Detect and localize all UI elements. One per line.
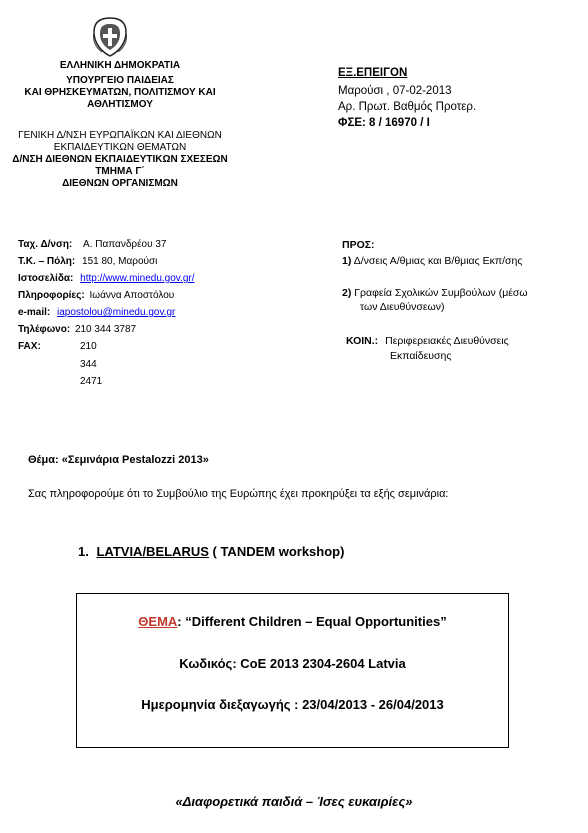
directorate-line-1: Δ/ΝΣΗ ΔΙΕΘΝΩΝ ΕΚΠΑΙΔΕΥΤΙΚΩΝ ΣΧΕΣΕΩΝ bbox=[12, 154, 228, 165]
postcode-value: 151 80, Μαρούσι bbox=[82, 256, 158, 267]
seminar-greek-title: «Διαφορετικά παιδιά – Ίσες ευκαιρίες» bbox=[175, 794, 413, 809]
contact-postcode bbox=[18, 253, 157, 271]
theme-value: : “Different Children – Equal Opportunities” bbox=[177, 614, 447, 629]
general-directorate-line-2: ΕΚΠΑΙΔΕΥΤΙΚΩΝ ΘΕΜΑΤΩΝ bbox=[53, 142, 187, 153]
info-value: Ιωάννα Αποστόλου bbox=[89, 290, 175, 301]
contact-website bbox=[18, 270, 194, 288]
general-directorate-line-1: ΓΕΝΙΚΗ Δ/ΝΣΗ ΕΥΡΩΠΑΪΚΩΝ ΚΑΙ ΔΙΕΘΝΩΝ bbox=[18, 130, 222, 141]
country-title: ΕΛΛΗΝΙΚΗ ΔΗΜΟΚΡΑΤΙΑ bbox=[59, 60, 181, 71]
item-number: 1. bbox=[78, 544, 89, 559]
email-link[interactable]: iapostolou@minedu.gov.gr bbox=[57, 307, 176, 318]
fse-line: ΦΣΕ: 8 / 16970 / Ι bbox=[338, 117, 430, 129]
contact-phone bbox=[18, 321, 136, 339]
fax-value: 210 344 2471 bbox=[80, 341, 103, 387]
item-suffix: ( TANDEM workshop) bbox=[208, 544, 345, 559]
subject-line: Θέμα: «Σεμινάρια Pestalozzi 2013» bbox=[28, 454, 209, 466]
address-label: Ταχ. Δ/νση: bbox=[18, 239, 73, 250]
phone-label: Τηλέφωνο: bbox=[18, 324, 71, 335]
recipient-item-1 bbox=[342, 254, 522, 268]
seminar-code: Κωδικός: CoE 2013 2304-2604 Latvia bbox=[179, 656, 406, 671]
recipient-1-text: Δ/νσεις Α/θμιας και Β/θμιας Εκπ/σης bbox=[353, 255, 523, 267]
website-link[interactable]: http://www.minedu.gov.gr/ bbox=[80, 273, 195, 284]
place-date: Μαρούσι , 07-02-2013 bbox=[338, 85, 452, 97]
cc-text: Περιφερειακές Διευθύνσεις bbox=[385, 335, 509, 347]
email-label: e-mail: bbox=[18, 307, 51, 318]
contact-fax bbox=[18, 338, 103, 387]
directorate-line-3: ΔΙΕΘΝΩΝ ΟΡΓΑΝΙΣΜΩΝ bbox=[62, 178, 178, 189]
postcode-label: Τ.Κ. – Πόλη: bbox=[18, 256, 76, 267]
seminar-item-heading bbox=[78, 544, 344, 559]
info-label: Πληροφορίες: bbox=[18, 290, 85, 301]
ministry-line-1: ΥΠΟΥΡΓΕΙΟ ΠΑΙΔΕΙΑΣ bbox=[66, 75, 174, 86]
seminar-dates: Ημερομηνία διεξαγωγής : 23/04/2013 - 26/04/2013 bbox=[141, 697, 444, 712]
theme-label: ΘΕΜΑ bbox=[138, 614, 178, 629]
contact-email bbox=[18, 304, 175, 322]
recipient-2-text-cont: των Διευθύνσεων) bbox=[360, 301, 445, 313]
recipient-2-text: Γραφεία Σχολικών Συμβούλων (μέσω bbox=[354, 287, 528, 299]
fax-label: FAX: bbox=[18, 341, 41, 352]
urgency-label: ΕΞ.ΕΠΕΙΓΟΝ bbox=[338, 67, 408, 79]
recipient-item-2 bbox=[342, 286, 528, 300]
ministry-line-2: ΚΑΙ ΘΡΗΣΚΕΥΜΑΤΩΝ, ΠΟΛΙΤΙΣΜΟΥ ΚΑΙ bbox=[24, 87, 216, 98]
phone-value: 210 344 3787 bbox=[74, 324, 137, 335]
cc-line bbox=[346, 334, 509, 348]
recipient-2-number: 2) bbox=[342, 287, 352, 299]
directorate-line-2: ΤΜΗΜΑ Γ΄ bbox=[95, 166, 145, 177]
seminar-theme bbox=[77, 614, 508, 629]
protocol-line: Αρ. Πρωτ. Βαθμός Προτερ. bbox=[338, 101, 477, 113]
cc-text-cont: Εκπαίδευσης bbox=[390, 350, 452, 362]
seminar-details-box bbox=[76, 593, 509, 748]
contact-address bbox=[18, 236, 166, 254]
recipients-label: ΠΡΟΣ: bbox=[342, 239, 375, 251]
cc-label: ΚΟΙΝ.: bbox=[346, 335, 379, 347]
intro-paragraph: Σας πληροφορούμε ότι το Συμβούλιο της Ευρώπης έχει προκηρύξει τα εξής σεμινάρια: bbox=[28, 488, 449, 500]
address-value: Α. Παπανδρέου 37 bbox=[83, 239, 167, 250]
website-label: Ιστοσελίδα: bbox=[18, 273, 74, 284]
item-title: LATVIA/BELARUS bbox=[96, 544, 209, 559]
greek-coat-of-arms-icon bbox=[90, 14, 130, 58]
contact-info bbox=[18, 287, 174, 305]
recipient-1-number: 1) bbox=[342, 255, 352, 267]
ministry-line-3: ΑΘΛΗΤΙΣΜΟΥ bbox=[87, 99, 153, 110]
